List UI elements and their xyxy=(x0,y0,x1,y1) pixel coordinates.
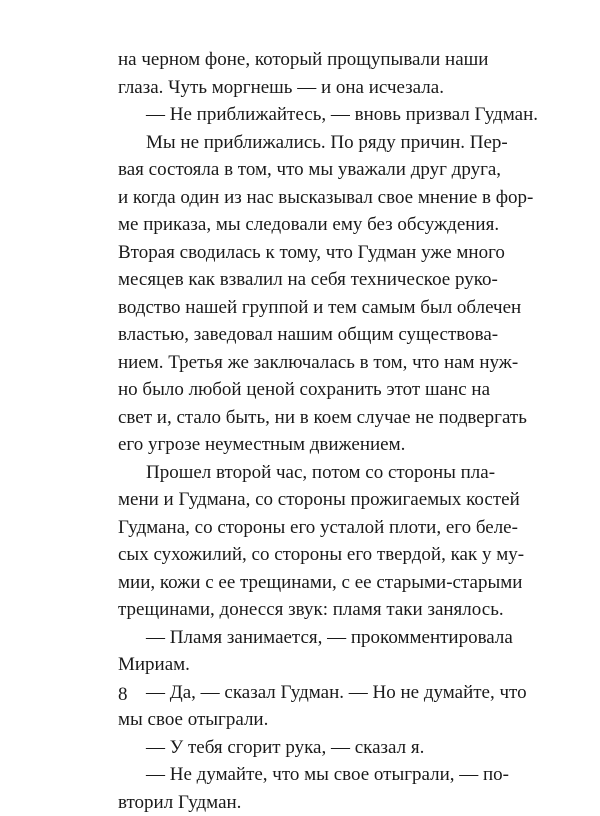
text-line: и когда один из нас высказывал свое мнение в фор- xyxy=(118,184,480,212)
text-line: ме приказа, мы следовали ему без обсуждения. xyxy=(118,211,480,239)
text-line: — Не приближайтесь, — вновь призвал Гудман. xyxy=(118,101,480,129)
text-line: его угрозе неуместным движением. xyxy=(118,431,480,459)
text-line: нием. Третья же заключалась в том, что нам нуж- xyxy=(118,349,480,377)
text-line: властью, заведовал нашим общим существова- xyxy=(118,321,480,349)
text-line: месяцев как взвалил на себя техническое руко- xyxy=(118,266,480,294)
text-line: — У тебя сгорит рука, — сказал я. xyxy=(118,734,480,762)
text-line: — Не думайте, что мы свое отыграли, — по- xyxy=(118,761,480,789)
text-line: мы свое отыграли. xyxy=(118,706,480,734)
text-line: свет и, стало быть, ни в коем случае не подвергать xyxy=(118,404,480,432)
text-line: водство нашей группой и тем самым был облечен xyxy=(118,294,480,322)
text-line: мени и Гудмана, со стороны прожигаемых костей xyxy=(118,486,480,514)
text-line: — Да, — сказал Гудман. — Но не думайте, что xyxy=(118,679,480,707)
page-number: 8 xyxy=(118,684,128,706)
text-line: Прошел второй час, потом со стороны пла- xyxy=(118,459,480,487)
text-line: Мы не приближались. По ряду причин. Пер- xyxy=(118,129,480,157)
text-line: трещинами, донесся звук: пламя таки занялось. xyxy=(118,596,480,624)
text-line: Вторая сводилась к тому, что Гудман уже много xyxy=(118,239,480,267)
text-line: глаза. Чуть моргнешь — и она исчезала. xyxy=(118,74,480,102)
text-line: на черном фоне, который прощупывали наши xyxy=(118,46,480,74)
text-line: вая состояла в том, что мы уважали друг друга, xyxy=(118,156,480,184)
text-line: — Пламя занимается, — прокомментировала xyxy=(118,624,480,652)
text-line: Гудмана, со стороны его усталой плоти, его белe- xyxy=(118,514,480,542)
text-line: вторил Гудман. xyxy=(118,789,480,816)
text-line: но было любой ценой сохранить этот шанс на xyxy=(118,376,480,404)
text-line: сых сухожилий, со стороны его твердой, как у му- xyxy=(118,541,480,569)
body-text xyxy=(118,46,480,816)
text-line: мии, кожи с ее трещинами, с ее старыми-старыми xyxy=(118,569,480,597)
text-line: Мириам. xyxy=(118,651,480,679)
